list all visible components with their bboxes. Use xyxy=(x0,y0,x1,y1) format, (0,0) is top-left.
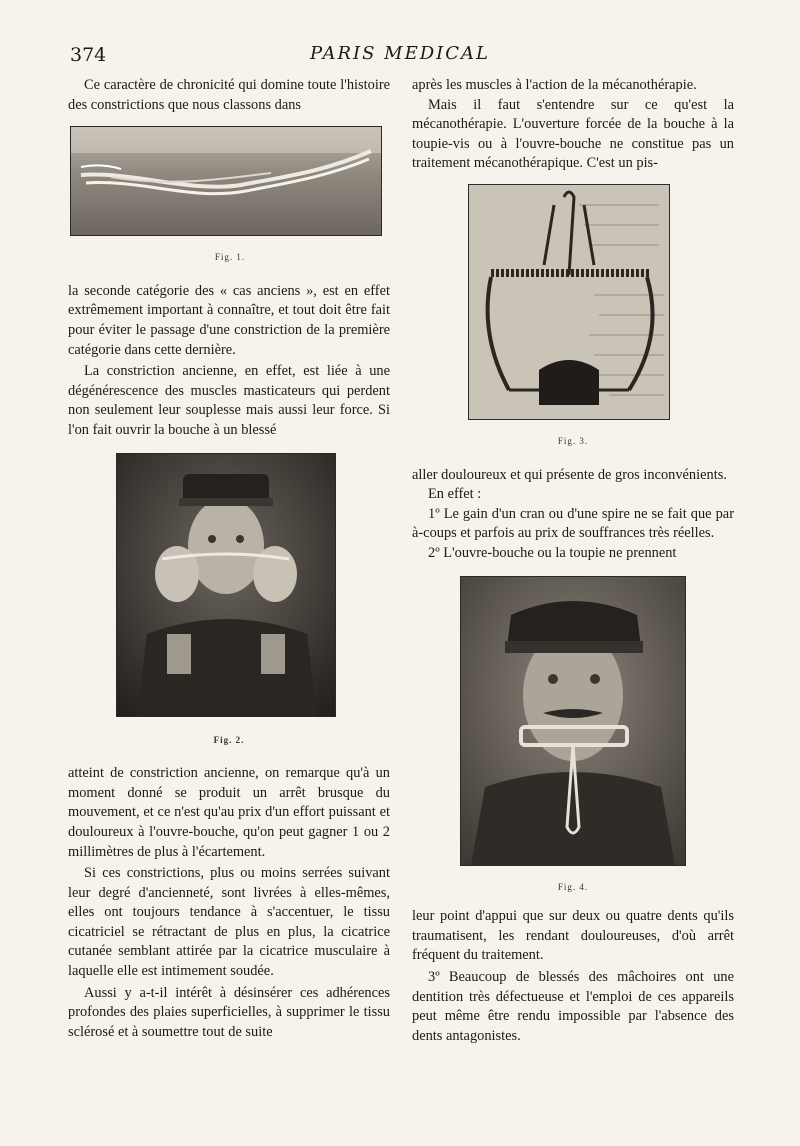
fig1-caption: Fig. 1. xyxy=(214,252,246,263)
figure-1 xyxy=(70,126,390,268)
fig4-caption: Fig. 4. xyxy=(557,881,589,892)
paragraph: En effet : xyxy=(428,486,482,503)
paragraph: Si ces constrictions, plus ou moins serrées suivant leur degré d'ancienneté, sont livrées à elles-mêmes, elles ont toujours tendance à s'accentuer, le tissu cicatriciel se rétractant de plus en plus, la cicatrice cutanée semblant attirée par la cicatrice musculaire à laquelle elle est intimement soudée. xyxy=(68,865,390,980)
fig2-photo-soldier-holding-appliance xyxy=(116,453,336,717)
fig2-caption: Fig. 2. xyxy=(213,734,245,745)
paragraph: aller douloureux et qui présente de gros inconvénients. xyxy=(412,466,727,483)
right-column xyxy=(412,76,734,1046)
paragraph: après les muscles à l'action de la mécanothérapie. xyxy=(412,77,697,93)
paragraph: 3º Beaucoup de blessés des mâchoires ont une dentition très défectueuse et l'emploi de ces appareils peut même être rendu impossible par l'absence des dents antagonistes. xyxy=(412,968,734,1044)
paragraph: 2º L'ouvre-bouche ou la toupie ne prennent xyxy=(428,544,677,561)
paragraph: Mais il faut s'entendre sur ce qu'est la mécanothérapie. L'ouverture forcée de la bouche à la toupie-vis ou à l'ouvre-bouche ne constitue pas un traitement mécanothérapique. C'est un pis- xyxy=(412,96,734,172)
figure-3 xyxy=(468,184,734,452)
paragraph: la seconde catégorie des « cas anciens », est en effet extrêmement important à connaître, et tout doit être fait pour éviter le passage d'une constriction de la première catégorie dans cette dernière. xyxy=(68,282,390,358)
paragraph: La constriction ancienne, en effet, est liée à une dégénérescence des muscles masticateurs qui perdent non seulement leur souplesse mais aussi leur force. Si l'on fait ouvrir la bouche à un blessé xyxy=(68,363,390,438)
fig3-caption: Fig. 3. xyxy=(557,435,589,446)
page-number: 374 xyxy=(70,44,107,66)
paragraph: Aussi y a-t-il intérêt à désinsérer ces adhérences profondes des plaies superficielles, à supprimer le tissu sclérosé et à soumettre tout de suite xyxy=(68,984,390,1040)
figure-2 xyxy=(116,453,390,751)
paragraph: Ce caractère de chronicité qui domine toute l'histoire des constrictions que nous classons dans xyxy=(68,77,390,113)
fig4-photo-soldier-with-appliance xyxy=(460,576,686,866)
figure-4 xyxy=(460,576,734,898)
left-column xyxy=(68,76,390,1042)
paragraph: atteint de constriction ancienne, on remarque qu'à un moment donné se produit un arrêt brusque du mouvement, et ce n'est qu'au prix d'un effort puissant et douloureux à l'ouvre-bouche, qu'on peut gagner 1 ou 2 millimètres de plus à l'écartement. xyxy=(68,765,390,860)
fig1-photo-appliance xyxy=(70,126,382,236)
paragraph: 1º Le gain d'un cran ou d'une spire ne se fait que par à-coups et parfois au prix de souffrances très réelles. xyxy=(412,505,734,542)
fig3-photo-mouth-opener xyxy=(468,184,670,420)
paragraph: leur point d'appui que sur deux ou quatre dents qu'ils traumatisent, les rendant douloureuses, d'où arrêt fréquent du traitement. xyxy=(412,908,734,964)
running-title: PARIS MEDICAL xyxy=(309,43,490,64)
